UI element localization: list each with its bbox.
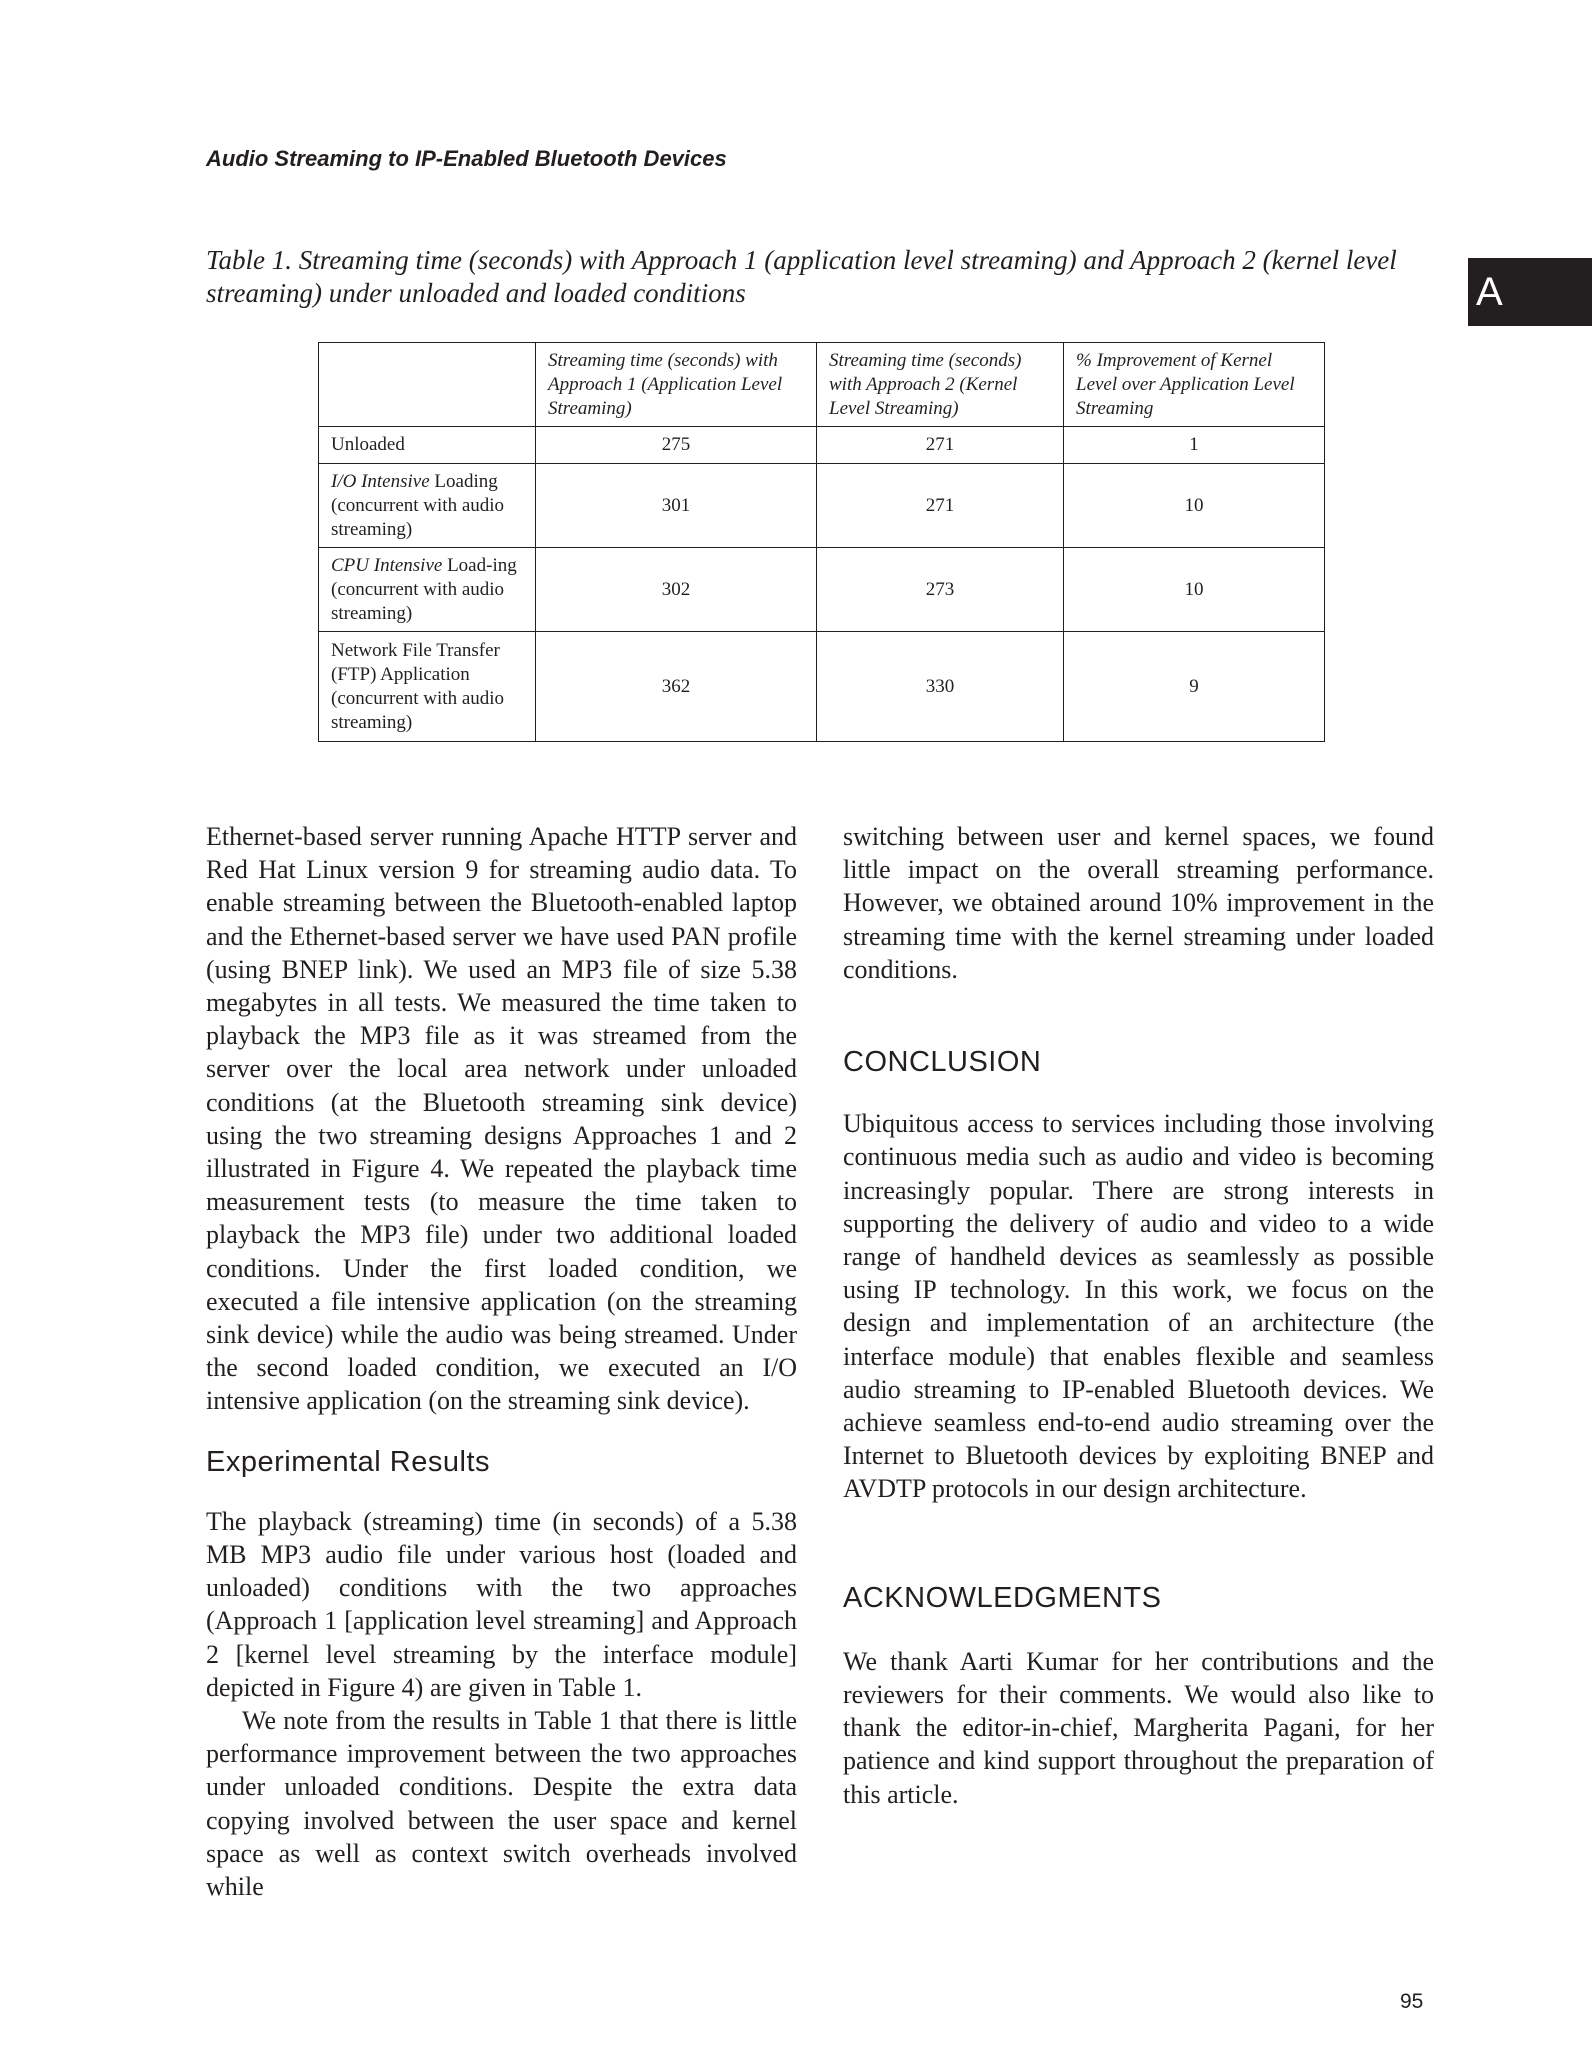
row-label: CPU Intensive Load-ing (concurrent with audio streaming) [319, 548, 536, 632]
section-heading: ACKNOWLEDGMENTS [843, 1581, 1162, 1614]
cell-a2: 271 [817, 427, 1064, 464]
table-row [319, 427, 1325, 464]
results-table [318, 342, 1325, 742]
cell-a1: 275 [536, 427, 817, 464]
paragraph: Ubiquitous access to services including those involving continuous media such as audio and video is becoming increasingly popular. There are strong interests in supporting the delivery of audio and video to a wide range of handheld devices as seamlessly as possible using IP technology. In this work, we focus on the design and implementation of an architecture (the interface module) that enables flexible and seamless audio streaming to IP-enabled Bluetooth devices. We achieve seamless end-to-end audio streaming over the Internet to Bluetooth devices by exploiting BNEP and AVDTP protocols in our design architecture. [843, 1109, 1434, 1504]
cell-improvement: 10 [1064, 464, 1325, 548]
header-cell [319, 343, 536, 427]
paragraph: The playback (streaming) time (in seconds) of a 5.38 MB MP3 audio file under various host (loaded and unloaded) conditions with the two approaches (Approach 1 [application level streaming] and Approach 2 [kernel level streaming by the interface module] depicted in Figure 4) are given in Table 1. [206, 1506, 797, 1702]
row-label: Unloaded [319, 427, 536, 464]
cell-improvement: 1 [1064, 427, 1325, 464]
paragraph: We note from the results in Table 1 that there is little performance improvement between the two approaches under unloaded conditions. Despite the extra data copying involved between the user space and kernel space as well as context switch overheads involved while [206, 1706, 797, 1902]
paragraph: We thank Aarti Kumar for her contributions and the reviewers for their comments. We would also like to thank the editor-in-chief, Margherita Pagani, for her patience and kind support throughout the preparation of this article. [843, 1646, 1434, 1809]
cell-a1: 362 [536, 632, 817, 742]
cell-a2: 271 [817, 464, 1064, 548]
table-row [319, 548, 1325, 632]
table-row [319, 464, 1325, 548]
paragraph: Ethernet-based server running Apache HTTP server and Red Hat Linux version 9 for streaming audio data. To enable streaming between the Bluetooth-enabled laptop and the Ethernet-based server we have used PAN profile (using BNEP link). We used an MP3 file of size 5.38 megabytes in all tests. We measured the time taken to playback the MP3 file as it was streamed from the server over the local area network under unloaded conditions (at the Bluetooth streaming sink device) using the two streaming designs Approaches 1 and 2 illustrated in Figure 4. We repeated the playback time measurement tests (to measure the time taken to playback the MP3 file) under two additional loaded conditions. Under the first loaded condition, we executed a file intensive application (on the streaming sink device) while the audio was being streamed. Under the second loaded condition, we executed an I/O intensive application (on the streaming sink device). [206, 822, 797, 1416]
header-cell: % Improvement of Kernel Level over Application Level Streaming [1064, 343, 1325, 427]
row-label: Network File Transfer (FTP) Application (concurrent with audio streaming) [319, 632, 536, 742]
paragraph: switching between user and kernel spaces, we found little impact on the overall streaming performance. However, we obtained around 10% improvement in the streaming time with the kernel streaming under loaded conditions. [843, 822, 1434, 984]
table-header-row [319, 343, 1325, 427]
row-label: I/O Intensive Loading (concurrent with audio streaming) [319, 464, 536, 548]
left-column [206, 820, 797, 1903]
section-heading: Experimental Results [206, 1445, 490, 1478]
page-number: 95 [1400, 1990, 1424, 2013]
table-row [319, 632, 1325, 742]
header-cell: Streaming time (seconds) with Approach 1 (Application Level Streaming) [536, 343, 817, 427]
table-caption: Table 1. Streaming time (seconds) with Approach 1 (application level streaming) and Approach 2 (kernel level streaming) under unloaded and loaded conditions [206, 245, 1397, 308]
header-cell: Streaming time (seconds) with Approach 2 (Kernel Level Streaming) [817, 343, 1064, 427]
right-column [843, 820, 1434, 1811]
cell-a1: 301 [536, 464, 817, 548]
running-head: Audio Streaming to IP-Enabled Bluetooth Devices [206, 146, 727, 171]
cell-a2: 330 [817, 632, 1064, 742]
section-tab: A [1468, 258, 1592, 326]
section-heading: CONCLUSION [843, 1046, 1042, 1079]
cell-improvement: 9 [1064, 632, 1325, 742]
cell-improvement: 10 [1064, 548, 1325, 632]
cell-a1: 302 [536, 548, 817, 632]
cell-a2: 273 [817, 548, 1064, 632]
